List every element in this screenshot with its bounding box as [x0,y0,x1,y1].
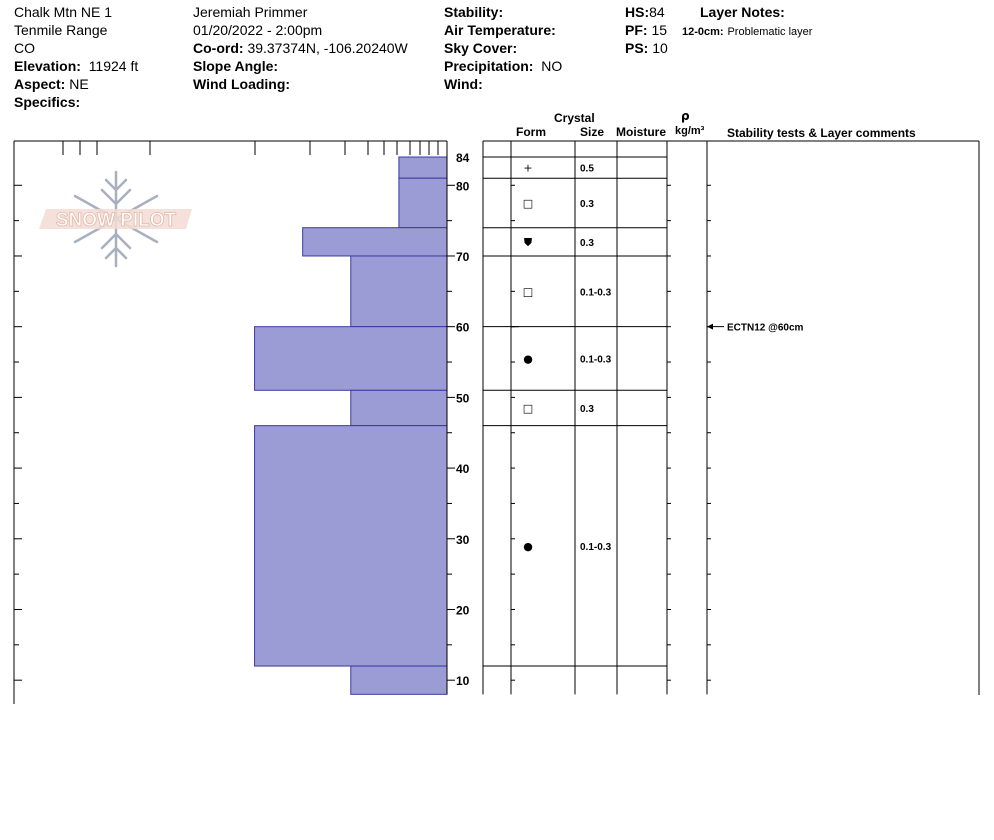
height-tick-label: 30 [456,532,470,547]
height-tick-label: 20 [456,603,470,618]
comments-header: Stability tests & Layer comments [727,126,916,140]
air-temp-label: Air Temperature: [444,22,556,38]
hardness-bar [399,178,447,227]
hardness-bar [399,157,447,178]
grain-form-symbol: ● [523,539,533,553]
precip-label: Precipitation: [444,58,534,74]
aspect-label: Aspect: [14,76,66,92]
hardness-bar [255,426,447,666]
pf-value: 15 [651,22,668,38]
grain-form-symbol: □ [522,285,534,299]
crystal-header: Crystal [554,111,595,125]
density-unit-header: kg/m³ [675,125,705,137]
grain-size-label: 0.1-0.3 [580,287,612,299]
state-name: CO [14,40,35,56]
hs-value: 84 [649,4,665,20]
logo-text: SNOW PILOT [55,210,177,231]
wind-label: Wind: [444,76,483,92]
grain-form-symbol: □ [522,196,534,210]
layer-table [483,141,979,695]
stability-test-label: ECTN12 @60cm [727,322,804,334]
hardness-bar [351,390,447,425]
elevation-value: 11924 ft [88,58,139,74]
grain-size-label: 0.3 [580,237,594,249]
hardness-bar [255,327,447,391]
pf-label: PF: [625,22,648,38]
grain-form-symbol: ● [523,352,533,366]
elevation-label: Elevation: [14,58,81,74]
grain-form-symbol: ⛊ [523,235,533,249]
range-name: Tenmile Range [14,22,108,38]
coord-label: Co-ord: [193,40,244,56]
grain-form-symbol: □ [522,401,534,415]
ps-value: 10 [652,40,668,56]
snowpilot-logo [39,172,192,266]
hardness-bar [351,666,447,694]
height-tick-label: 70 [456,249,470,264]
hardness-bar [351,256,447,327]
observation-datetime: 01/20/2022 - 2:00pm [193,22,323,38]
slope-label: Slope Angle: [193,58,279,74]
hardness-bar [303,228,447,256]
moisture-header: Moisture [616,125,667,139]
grain-form-symbol: + [523,161,533,175]
stability-tests [511,323,804,334]
grain-size-label: 0.3 [580,198,594,210]
height-tick-label: 60 [456,320,470,335]
layer-note-range: 12-0cm: [682,26,724,38]
layer-note-text: Problematic layer [727,26,813,38]
grain-size-label: 0.1-0.3 [580,541,612,553]
hardness-plot [255,157,447,694]
coord-value: 39.37374N, -106.20240W [247,40,408,56]
sky-cover-label: Sky Cover: [444,40,518,56]
site-name: Chalk Mtn NE 1 [14,4,113,20]
form-header: Form [516,125,546,139]
rho-header: ρ [681,109,690,123]
test-arrow-head [707,324,713,330]
aspect-value: NE [69,76,89,92]
size-header: Size [580,125,605,139]
ps-label: PS: [625,40,649,56]
layer-notes-title: Layer Notes: [700,4,785,20]
specifics-label: Specifics: [14,94,81,110]
wind-loading-label: Wind Loading: [193,76,291,92]
height-tick-label: 40 [456,462,470,477]
height-tick-label: 50 [456,391,470,406]
grain-size-label: 0.3 [580,403,594,415]
precip-value: NO [541,58,563,74]
hs-label: HS: [625,4,650,20]
grain-size-label: 0.5 [580,163,594,175]
height-tick-label: 84 [456,151,470,165]
grain-size-label: 0.1-0.3 [580,354,612,366]
height-tick-label: 80 [456,179,470,194]
observer-name: Jeremiah Primmer [193,4,308,20]
height-tick-label: 10 [456,674,470,689]
stability-label: Stability: [444,4,504,20]
